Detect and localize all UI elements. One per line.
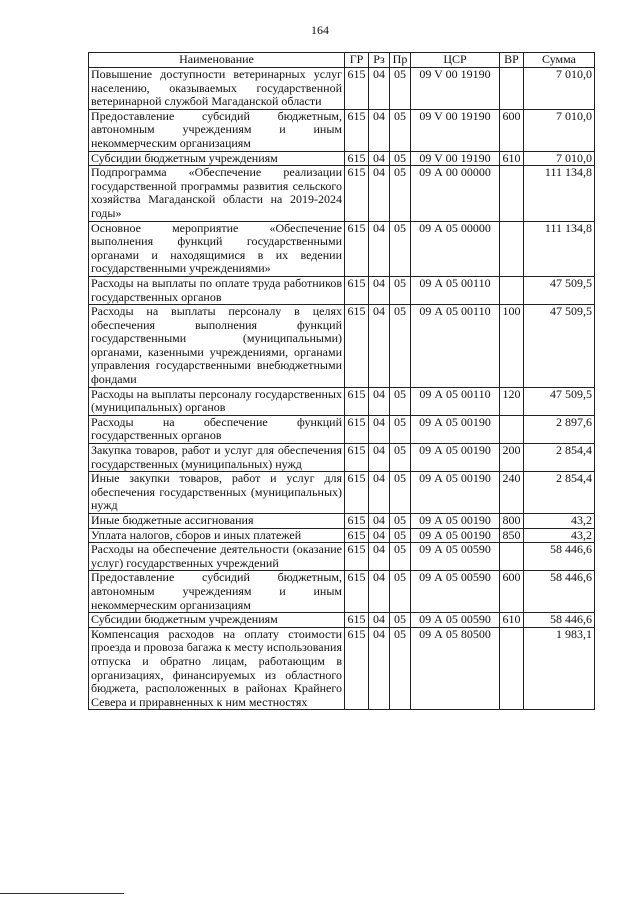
cell-gr: 615 <box>345 613 369 628</box>
cell-sum: 43,2 <box>524 514 595 529</box>
cell-pr: 05 <box>390 514 411 529</box>
cell-vr <box>500 543 524 571</box>
cell-name: Расходы на обеспечение деятельности (оказание услуг) государственных учреждений <box>89 543 345 571</box>
cell-pr: 05 <box>390 166 411 221</box>
header-rz: Рз <box>369 53 390 68</box>
cell-csr: 09 А 05 00590 <box>411 543 500 571</box>
header-pr: Пр <box>390 53 411 68</box>
cell-rz: 04 <box>369 68 390 110</box>
cell-sum: 43,2 <box>524 528 595 543</box>
header-gr: ГР <box>345 53 369 68</box>
table-row <box>89 613 595 628</box>
cell-gr: 615 <box>345 387 369 415</box>
cell-gr: 615 <box>345 543 369 571</box>
table-row <box>89 528 595 543</box>
header-vr: ВР <box>500 53 524 68</box>
cell-vr: 610 <box>500 613 524 628</box>
cell-name: Предоставление субсидий бюджетным, автономным учреждениям и иным некоммерческим организациям <box>89 571 345 613</box>
cell-csr: 09 А 05 80500 <box>411 627 500 710</box>
cell-rz: 04 <box>369 415 390 443</box>
cell-pr: 05 <box>390 68 411 110</box>
cell-pr: 05 <box>390 221 411 276</box>
cell-sum: 111 134,8 <box>524 166 595 221</box>
cell-rz: 04 <box>369 109 390 151</box>
cell-rz: 04 <box>369 166 390 221</box>
cell-vr: 120 <box>500 387 524 415</box>
cell-pr: 05 <box>390 472 411 514</box>
cell-sum: 1 983,1 <box>524 627 595 710</box>
cell-pr: 05 <box>390 415 411 443</box>
cell-name: Расходы на выплаты персоналу государственных (муниципальных) органов <box>89 387 345 415</box>
table-body <box>89 68 595 710</box>
cell-sum: 2 897,6 <box>524 415 595 443</box>
table-row <box>89 444 595 472</box>
cell-rz: 04 <box>369 387 390 415</box>
cell-name: Уплата налогов, сборов и иных платежей <box>89 528 345 543</box>
cell-sum: 7 010,0 <box>524 109 595 151</box>
cell-gr: 615 <box>345 305 369 388</box>
cell-pr: 05 <box>390 387 411 415</box>
cell-pr: 05 <box>390 543 411 571</box>
cell-vr: 610 <box>500 151 524 166</box>
cell-vr <box>500 627 524 710</box>
cell-name: Расходы на выплаты персоналу в целях обеспечения выполнения функций государственными (муниципальными) органами, казенными учреждениями, органами управления государственными внебюджетными фондами <box>89 305 345 388</box>
table-row <box>89 151 595 166</box>
table-row <box>89 109 595 151</box>
table-row <box>89 276 595 304</box>
cell-rz: 04 <box>369 543 390 571</box>
cell-sum: 58 446,6 <box>524 571 595 613</box>
cell-gr: 615 <box>345 151 369 166</box>
cell-csr: 09 V 00 19190 <box>411 109 500 151</box>
cell-name: Компенсация расходов на оплату стоимости проезда и провоза багажа к месту использования отпуска и обратно лицам, работающим в организациях, финансируемых из областного бюджета, расположенных в районах Крайнего Севера и приравненных к ним местностях <box>89 627 345 710</box>
table-row <box>89 543 595 571</box>
cell-csr: 09 А 00 00000 <box>411 166 500 221</box>
cell-vr <box>500 415 524 443</box>
table-row <box>89 472 595 514</box>
cell-rz: 04 <box>369 528 390 543</box>
cell-csr: 09 А 05 00190 <box>411 472 500 514</box>
cell-gr: 615 <box>345 627 369 710</box>
cell-rz: 04 <box>369 571 390 613</box>
cell-gr: 615 <box>345 166 369 221</box>
cell-pr: 05 <box>390 276 411 304</box>
cell-csr: 09 А 05 00190 <box>411 514 500 529</box>
cell-name: Субсидии бюджетным учреждениям <box>89 151 345 166</box>
cell-gr: 615 <box>345 444 369 472</box>
cell-csr: 09 А 05 00190 <box>411 444 500 472</box>
cell-rz: 04 <box>369 151 390 166</box>
cell-gr: 615 <box>345 276 369 304</box>
cell-sum: 58 446,6 <box>524 613 595 628</box>
cell-gr: 615 <box>345 68 369 110</box>
cell-rz: 04 <box>369 221 390 276</box>
cell-gr: 615 <box>345 415 369 443</box>
header-csr: ЦСР <box>411 53 500 68</box>
cell-pr: 05 <box>390 444 411 472</box>
cell-rz: 04 <box>369 514 390 529</box>
cell-gr: 615 <box>345 528 369 543</box>
cell-sum: 58 446,6 <box>524 543 595 571</box>
cell-sum: 47 509,5 <box>524 276 595 304</box>
cell-sum: 2 854,4 <box>524 444 595 472</box>
cell-csr: 09 А 05 00110 <box>411 387 500 415</box>
cell-sum: 47 509,5 <box>524 305 595 388</box>
header-sum: Сумма <box>524 53 595 68</box>
cell-sum: 2 854,4 <box>524 472 595 514</box>
cell-gr: 615 <box>345 571 369 613</box>
budget-table <box>88 52 595 710</box>
cell-csr: 09 А 05 00110 <box>411 276 500 304</box>
cell-csr: 09 А 05 00590 <box>411 571 500 613</box>
cell-pr: 05 <box>390 151 411 166</box>
cell-csr: 09 V 00 19190 <box>411 68 500 110</box>
cell-vr: 850 <box>500 528 524 543</box>
cell-pr: 05 <box>390 109 411 151</box>
cell-vr: 600 <box>500 571 524 613</box>
table-row <box>89 166 595 221</box>
table-row <box>89 305 595 388</box>
cell-rz: 04 <box>369 444 390 472</box>
cell-sum: 7 010,0 <box>524 151 595 166</box>
cell-name: Подпрограмма «Обеспечение реализации государственной программы развития сельского хозяйства Магаданской области на 2019-2024 годы» <box>89 166 345 221</box>
cell-vr <box>500 221 524 276</box>
cell-name: Иные закупки товаров, работ и услуг для обеспечения государственных (муниципальных) нужд <box>89 472 345 514</box>
cell-pr: 05 <box>390 613 411 628</box>
cell-pr: 05 <box>390 305 411 388</box>
cell-vr: 600 <box>500 109 524 151</box>
cell-name: Расходы на обеспечение функций государственных органов <box>89 415 345 443</box>
cell-gr: 615 <box>345 514 369 529</box>
cell-csr: 09 А 05 00000 <box>411 221 500 276</box>
cell-csr: 09 V 00 19190 <box>411 151 500 166</box>
cell-vr: 800 <box>500 514 524 529</box>
cell-name: Закупка товаров, работ и услуг для обеспечения государственных (муниципальных) нужд <box>89 444 345 472</box>
table-header-row <box>89 53 595 68</box>
table-row <box>89 514 595 529</box>
table-row <box>89 387 595 415</box>
cell-name: Иные бюджетные ассигнования <box>89 514 345 529</box>
cell-sum: 111 134,8 <box>524 221 595 276</box>
table-row <box>89 415 595 443</box>
cell-vr: 100 <box>500 305 524 388</box>
cell-pr: 05 <box>390 571 411 613</box>
cell-name: Предоставление субсидий бюджетным, автономным учреждениям и иным некоммерческим организациям <box>89 109 345 151</box>
cell-gr: 615 <box>345 221 369 276</box>
cell-rz: 04 <box>369 627 390 710</box>
table-row <box>89 221 595 276</box>
cell-vr <box>500 166 524 221</box>
cell-csr: 09 А 05 00110 <box>411 305 500 388</box>
cell-rz: 04 <box>369 305 390 388</box>
cell-name: Расходы на выплаты по оплате труда работников государственных органов <box>89 276 345 304</box>
cell-rz: 04 <box>369 472 390 514</box>
table-row <box>89 627 595 710</box>
cell-csr: 09 А 05 00590 <box>411 613 500 628</box>
cell-vr: 200 <box>500 444 524 472</box>
header-name: Наименование <box>89 53 345 68</box>
cell-gr: 615 <box>345 109 369 151</box>
cell-csr: 09 А 05 00190 <box>411 415 500 443</box>
cell-name: Повышение доступности ветеринарных услуг населению, оказываемых государственной ветеринарной службой Магаданской области <box>89 68 345 110</box>
cell-pr: 05 <box>390 627 411 710</box>
cell-sum: 47 509,5 <box>524 387 595 415</box>
table-row <box>89 68 595 110</box>
cell-name: Основное мероприятие «Обеспечение выполнения функций государственными органами и находящимися в их ведении государственными учреждениями» <box>89 221 345 276</box>
cell-name: Субсидии бюджетным учреждениям <box>89 613 345 628</box>
page-number: 164 <box>311 23 329 37</box>
cell-rz: 04 <box>369 613 390 628</box>
cell-rz: 04 <box>369 276 390 304</box>
cell-vr: 240 <box>500 472 524 514</box>
cell-vr <box>500 68 524 110</box>
footer-divider <box>0 893 124 894</box>
cell-vr <box>500 276 524 304</box>
table-row <box>89 571 595 613</box>
cell-gr: 615 <box>345 472 369 514</box>
cell-csr: 09 А 05 00190 <box>411 528 500 543</box>
cell-pr: 05 <box>390 528 411 543</box>
cell-sum: 7 010,0 <box>524 68 595 110</box>
